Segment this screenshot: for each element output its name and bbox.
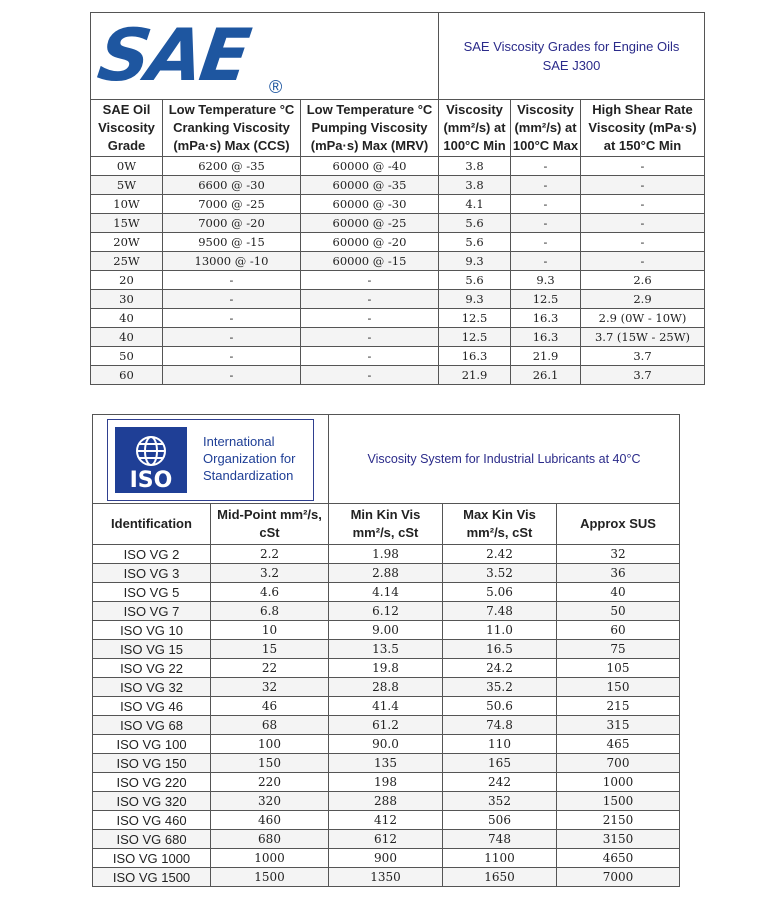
iso-row-cell: 2.2: [211, 545, 329, 564]
iso-row-cell: 22: [211, 659, 329, 678]
iso-row-cell: 680: [211, 830, 329, 849]
iso-logo: [93, 415, 330, 503]
iso-row-cell: 9.00: [329, 621, 443, 640]
iso-row-label: ISO VG 5: [93, 583, 211, 602]
iso-row-cell: 4.6: [211, 583, 329, 602]
iso-row-cell: 24.2: [443, 659, 557, 678]
iso-row-cell: 165: [443, 754, 557, 773]
sae-row: [91, 309, 705, 328]
sae-row-cell: 21.9: [439, 366, 511, 385]
iso-row-cell: 15: [211, 640, 329, 659]
sae-row-cell: 2.6: [581, 271, 705, 290]
iso-row: [93, 659, 680, 678]
iso-row: [93, 564, 680, 583]
sae-row-cell: 12.5: [439, 328, 511, 347]
sae-row-label: 50: [91, 347, 163, 366]
sae-row-cell: 60000 @ -40: [301, 157, 439, 176]
sae-row: [91, 233, 705, 252]
iso-row-cell: 150: [557, 678, 680, 697]
sae-row-cell: 3.8: [439, 157, 511, 176]
iso-row: [93, 716, 680, 735]
sae-header: Low Temperature °C Cranking Viscosity (mPa·s) Max (CCS): [163, 100, 301, 157]
iso-row: [93, 545, 680, 564]
sae-header-row: [91, 100, 705, 157]
iso-row-cell: 4.14: [329, 583, 443, 602]
iso-row-cell: 748: [443, 830, 557, 849]
iso-header: Approx SUS: [557, 504, 680, 545]
sae-row-cell: -: [301, 347, 439, 366]
iso-row-cell: 135: [329, 754, 443, 773]
sae-row-cell: 3.7 (15W - 25W): [581, 328, 705, 347]
iso-row-cell: 900: [329, 849, 443, 868]
iso-row-cell: 460: [211, 811, 329, 830]
iso-row-cell: 32: [557, 545, 680, 564]
iso-row-cell: 412: [329, 811, 443, 830]
iso-row: [93, 849, 680, 868]
sae-row: [91, 328, 705, 347]
sae-row-label: 40: [91, 328, 163, 347]
sae-row-cell: -: [581, 195, 705, 214]
sae-row-cell: 6600 @ -30: [163, 176, 301, 195]
iso-row-cell: 13.5: [329, 640, 443, 659]
sae-row: [91, 271, 705, 290]
sae-row-cell: 3.7: [581, 366, 705, 385]
sae-row-label: 5W: [91, 176, 163, 195]
iso-row-cell: 46: [211, 697, 329, 716]
iso-row-cell: 90.0: [329, 735, 443, 754]
iso-row-cell: 4650: [557, 849, 680, 868]
sae-row-cell: 26.1: [511, 366, 581, 385]
sae-header: Viscosity (mm²/s) at 100°C Min: [439, 100, 511, 157]
sae-row-cell: 9500 @ -15: [163, 233, 301, 252]
iso-row-label: ISO VG 1500: [93, 868, 211, 887]
sae-header: High Shear Rate Viscosity (mPa·s) at 150°C Min: [581, 100, 705, 157]
sae-row-cell: 60000 @ -30: [301, 195, 439, 214]
iso-row-cell: 1650: [443, 868, 557, 887]
sae-logo-cell: [91, 13, 439, 100]
sae-viscosity-table: [90, 12, 705, 385]
iso-row-cell: 2.88: [329, 564, 443, 583]
iso-row-cell: 11.0: [443, 621, 557, 640]
iso-row-label: ISO VG 150: [93, 754, 211, 773]
registered-mark-icon: ®: [269, 77, 283, 97]
iso-row-cell: 465: [557, 735, 680, 754]
iso-row-label: ISO VG 46: [93, 697, 211, 716]
sae-row-cell: -: [581, 252, 705, 271]
sae-row-cell: -: [301, 366, 439, 385]
sae-row-cell: 12.5: [439, 309, 511, 328]
sae-header: SAE Oil Viscosity Grade: [91, 100, 163, 157]
sae-row-cell: -: [511, 252, 581, 271]
sae-row-cell: 9.3: [511, 271, 581, 290]
sae-row-cell: -: [301, 328, 439, 347]
iso-header: Mid-Point mm²/s, cSt: [211, 504, 329, 545]
iso-row: [93, 735, 680, 754]
sae-row-cell: 5.6: [439, 233, 511, 252]
iso-viscosity-table: [92, 414, 680, 887]
iso-row-cell: 41.4: [329, 697, 443, 716]
iso-row-cell: 3.2: [211, 564, 329, 583]
iso-row-cell: 28.8: [329, 678, 443, 697]
iso-row-cell: 1000: [211, 849, 329, 868]
sae-row-cell: -: [581, 157, 705, 176]
iso-row: [93, 830, 680, 849]
iso-row: [93, 792, 680, 811]
iso-row-cell: 5.06: [443, 583, 557, 602]
iso-row-cell: 1500: [557, 792, 680, 811]
sae-row-cell: 60000 @ -20: [301, 233, 439, 252]
sae-header: Low Temperature °C Pumping Viscosity (mPa·s) Max (MRV): [301, 100, 439, 157]
sae-row-cell: 6200 @ -35: [163, 157, 301, 176]
iso-row-cell: 105: [557, 659, 680, 678]
iso-row-cell: 16.5: [443, 640, 557, 659]
iso-row-cell: 1.98: [329, 545, 443, 564]
iso-row: [93, 868, 680, 887]
iso-table-body: [93, 545, 680, 887]
sae-row-cell: 2.9: [581, 290, 705, 309]
iso-row-cell: 3.52: [443, 564, 557, 583]
iso-row-cell: 40: [557, 583, 680, 602]
sae-logo-text: SAE: [93, 13, 253, 97]
sae-row: [91, 195, 705, 214]
iso-header-row: [93, 504, 680, 545]
sae-row-cell: -: [511, 214, 581, 233]
sae-row-cell: 60000 @ -15: [301, 252, 439, 271]
sae-row-cell: -: [163, 328, 301, 347]
sae-row: [91, 176, 705, 195]
iso-row-label: ISO VG 320: [93, 792, 211, 811]
sae-row-cell: -: [511, 233, 581, 252]
sae-row-cell: 3.7: [581, 347, 705, 366]
iso-row-cell: 6.8: [211, 602, 329, 621]
iso-row-cell: 215: [557, 697, 680, 716]
iso-row-label: ISO VG 2: [93, 545, 211, 564]
iso-row: [93, 697, 680, 716]
iso-row-cell: 32: [211, 678, 329, 697]
sae-row-cell: 21.9: [511, 347, 581, 366]
iso-row-label: ISO VG 1000: [93, 849, 211, 868]
sae-row-cell: 9.3: [439, 290, 511, 309]
sae-row-cell: 9.3: [439, 252, 511, 271]
iso-org-line: Organization for: [203, 451, 296, 466]
sae-table-subtitle: SAE J300: [542, 58, 601, 73]
iso-logo-cell: [93, 415, 329, 504]
sae-row-label: 20: [91, 271, 163, 290]
sae-row-label: 10W: [91, 195, 163, 214]
iso-row-cell: 1500: [211, 868, 329, 887]
sae-row-label: 40: [91, 309, 163, 328]
sae-title-cell: [439, 13, 705, 100]
iso-org-line: International: [203, 434, 275, 449]
sae-row-cell: -: [301, 290, 439, 309]
sae-row-cell: 60000 @ -35: [301, 176, 439, 195]
sae-row-label: 15W: [91, 214, 163, 233]
sae-row-cell: 2.9 (0W - 10W): [581, 309, 705, 328]
iso-row: [93, 678, 680, 697]
iso-row-label: ISO VG 15: [93, 640, 211, 659]
iso-row-cell: 74.8: [443, 716, 557, 735]
sae-row-label: 0W: [91, 157, 163, 176]
sae-row-label: 60: [91, 366, 163, 385]
iso-row-cell: 242: [443, 773, 557, 792]
sae-row-cell: 13000 @ -10: [163, 252, 301, 271]
sae-row-cell: -: [163, 309, 301, 328]
sae-table-body: [91, 157, 705, 385]
sae-row-cell: 16.3: [511, 328, 581, 347]
iso-row-cell: 2150: [557, 811, 680, 830]
iso-row-label: ISO VG 7: [93, 602, 211, 621]
iso-row: [93, 773, 680, 792]
iso-row-cell: 1100: [443, 849, 557, 868]
iso-row-cell: 612: [329, 830, 443, 849]
sae-row-label: 20W: [91, 233, 163, 252]
iso-row-label: ISO VG 32: [93, 678, 211, 697]
sae-header: Viscosity (mm²/s) at 100°C Max: [511, 100, 581, 157]
sae-row-cell: -: [163, 347, 301, 366]
iso-row-cell: 320: [211, 792, 329, 811]
sae-row-cell: 7000 @ -25: [163, 195, 301, 214]
iso-row-cell: 1000: [557, 773, 680, 792]
iso-row-cell: 61.2: [329, 716, 443, 735]
sae-row: [91, 347, 705, 366]
sae-row-cell: 60000 @ -25: [301, 214, 439, 233]
iso-row-cell: 352: [443, 792, 557, 811]
iso-row-cell: 100: [211, 735, 329, 754]
iso-row-cell: 6.12: [329, 602, 443, 621]
iso-row: [93, 754, 680, 773]
sae-row-cell: -: [511, 176, 581, 195]
sae-row-cell: 5.6: [439, 271, 511, 290]
iso-row-cell: 35.2: [443, 678, 557, 697]
iso-row-cell: 60: [557, 621, 680, 640]
sae-logo: [91, 13, 291, 99]
sae-row-cell: -: [163, 366, 301, 385]
sae-row-cell: 16.3: [511, 309, 581, 328]
iso-row-cell: 50.6: [443, 697, 557, 716]
iso-row-cell: 36: [557, 564, 680, 583]
iso-row-cell: 50: [557, 602, 680, 621]
iso-row-cell: 110: [443, 735, 557, 754]
sae-row-cell: 5.6: [439, 214, 511, 233]
iso-row-label: ISO VG 68: [93, 716, 211, 735]
iso-row-label: ISO VG 22: [93, 659, 211, 678]
sae-row: [91, 366, 705, 385]
sae-row-cell: -: [301, 309, 439, 328]
iso-row-cell: 288: [329, 792, 443, 811]
iso-row: [93, 602, 680, 621]
sae-row: [91, 290, 705, 309]
iso-row-label: ISO VG 3: [93, 564, 211, 583]
iso-row-label: ISO VG 100: [93, 735, 211, 754]
sae-row-cell: -: [301, 271, 439, 290]
sae-row-cell: -: [511, 157, 581, 176]
iso-row-cell: 220: [211, 773, 329, 792]
sae-table-title: SAE Viscosity Grades for Engine Oils: [463, 39, 680, 54]
sae-row-label: 25W: [91, 252, 163, 271]
sae-row-cell: 4.1: [439, 195, 511, 214]
sae-row: [91, 252, 705, 271]
iso-row-cell: 7.48: [443, 602, 557, 621]
iso-row-cell: 198: [329, 773, 443, 792]
globe-icon: [115, 427, 187, 493]
iso-table-title: Viscosity System for Industrial Lubricants at 40°C: [329, 415, 680, 504]
iso-row: [93, 640, 680, 659]
sae-row-cell: 3.8: [439, 176, 511, 195]
iso-row-cell: 75: [557, 640, 680, 659]
sae-row-cell: 16.3: [439, 347, 511, 366]
iso-row-cell: 150: [211, 754, 329, 773]
iso-row-label: ISO VG 10: [93, 621, 211, 640]
sae-row-label: 30: [91, 290, 163, 309]
iso-header: Max Kin Vis mm²/s, cSt: [443, 504, 557, 545]
iso-row-cell: 315: [557, 716, 680, 735]
iso-badge: [115, 427, 187, 493]
iso-row-cell: 1350: [329, 868, 443, 887]
iso-org-name: [203, 433, 313, 484]
sae-row-cell: -: [581, 176, 705, 195]
iso-row-cell: 10: [211, 621, 329, 640]
iso-row-label: ISO VG 680: [93, 830, 211, 849]
iso-row-cell: 2.42: [443, 545, 557, 564]
sae-row-cell: -: [163, 290, 301, 309]
iso-header: Min Kin Vis mm²/s, cSt: [329, 504, 443, 545]
iso-row: [93, 621, 680, 640]
sae-row-cell: -: [581, 214, 705, 233]
sae-row-cell: -: [581, 233, 705, 252]
iso-row-cell: 19.8: [329, 659, 443, 678]
iso-row-label: ISO VG 460: [93, 811, 211, 830]
iso-header: Identification: [93, 504, 211, 545]
sae-row: [91, 157, 705, 176]
iso-org-line: Standardization: [203, 468, 294, 483]
sae-row-cell: 7000 @ -20: [163, 214, 301, 233]
iso-row: [93, 811, 680, 830]
sae-row-cell: 12.5: [511, 290, 581, 309]
sae-row-cell: -: [511, 195, 581, 214]
iso-row-cell: 68: [211, 716, 329, 735]
iso-row-cell: 7000: [557, 868, 680, 887]
iso-row-label: ISO VG 220: [93, 773, 211, 792]
iso-row-cell: 700: [557, 754, 680, 773]
iso-row: [93, 583, 680, 602]
iso-badge-text: ISO: [129, 468, 173, 493]
iso-row-cell: 506: [443, 811, 557, 830]
iso-row-cell: 3150: [557, 830, 680, 849]
sae-row: [91, 214, 705, 233]
sae-row-cell: -: [163, 271, 301, 290]
